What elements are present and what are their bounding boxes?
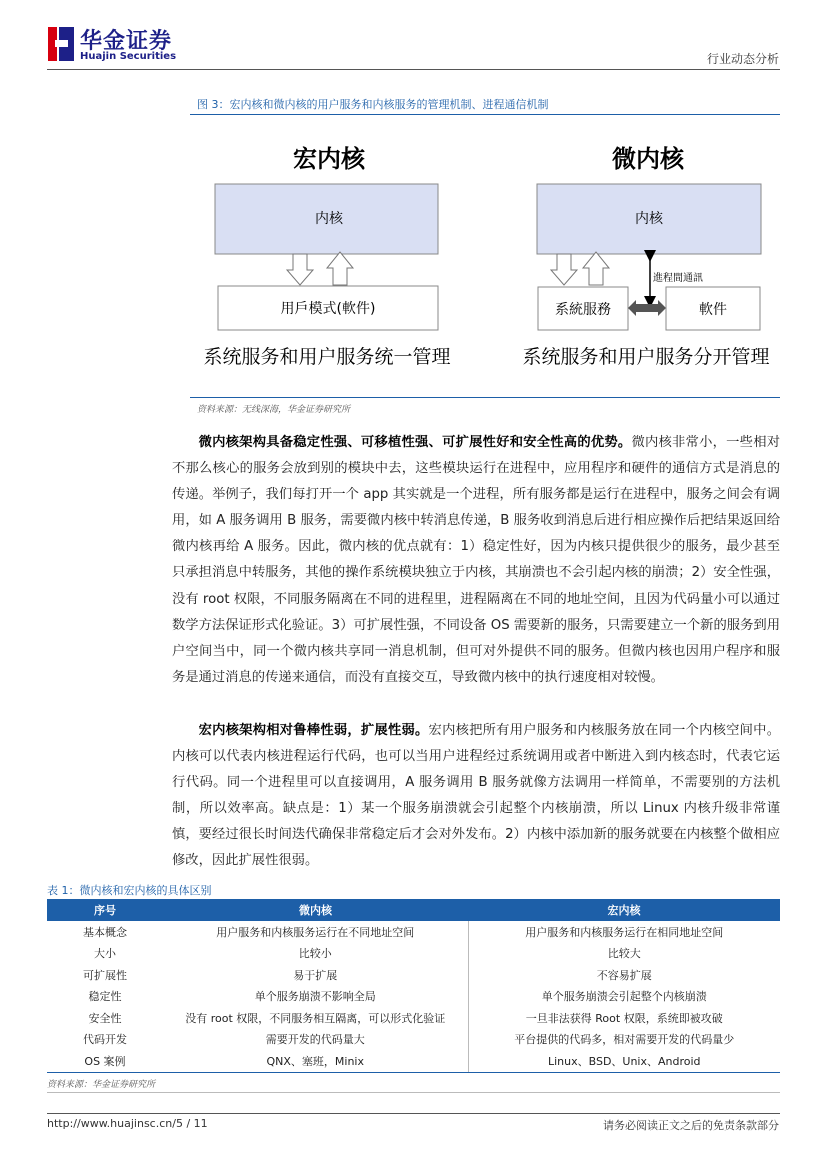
monolithic-cell: 平台提供的代码多，相对需要开发的代码量少	[468, 1029, 780, 1051]
logo-chinese-name: 华金证券	[80, 29, 173, 54]
figure-top-rule	[190, 114, 780, 115]
left-bottom-caption: 系统服务和用户服务统一管理	[203, 346, 451, 368]
right-title: 微内核	[612, 145, 684, 173]
logo-english-name: Huajin Securities	[80, 51, 177, 62]
service-software-arrow	[628, 300, 666, 316]
row-label: OS 案例	[47, 1050, 163, 1072]
monolithic-cell: Linux、BSD、Unix、Android	[468, 1050, 780, 1072]
right-kernel-label: 内核	[635, 211, 663, 227]
microkernel-cell: 单个服务崩溃不影响全局	[254, 990, 376, 1004]
monolithic-cell: 用户服务和内核服务运行在相同地址空间	[468, 921, 780, 943]
microkernel-cell: QNX、塞班，Minix	[163, 1050, 468, 1072]
ipc-label: 進程間通訊	[653, 273, 703, 284]
figure-caption: 图 3：宏内核和微内核的用户服务和内核服务的管理机制、进程通信机制	[197, 98, 549, 111]
software-label: 軟件	[699, 302, 727, 318]
table-title: 表 1：微内核和宏内核的具体区别	[47, 884, 212, 897]
figure-bottom-rule	[190, 397, 780, 398]
footer-divider	[47, 1113, 780, 1114]
right-down-arrow	[551, 254, 577, 285]
right-up-arrow	[583, 252, 609, 285]
microkernel-cell: 需要开发的代码量大	[265, 1033, 365, 1047]
row-label: 稳定性	[88, 990, 122, 1004]
table-header-row	[47, 899, 780, 921]
header-divider	[47, 69, 780, 70]
table-row	[47, 1050, 780, 1072]
system-service-label: 系統服務	[555, 302, 611, 318]
monolithic-cell: 一旦非法获得 Root 权限，系统即被攻破	[468, 1007, 780, 1029]
row-label: 可扩展性	[83, 968, 127, 982]
paragraph-monolithic-body: 宏内核把所有用户服务和内核服务放在同一个内核空间中。内核可以代表内核进程运行代码，也可以当用户进程经过系统调用或者中断进入到内核态时，代表它运行代码。同一个进程里可以直接调用，A 服务调用 B 服务就像方法调用一样简单，不需要别的方法机制，所以效率高。缺点是：1）某一个服务崩溃就会引起整个内核崩溃，所以 Linux 内核升级非常谨慎，要经过很长时间迭代确保非常稳定后才会对外发布。2）内核中添加新的服务就要在内核整个做相应修改，因此扩展性很弱。	[172, 723, 781, 869]
microkernel-cell: 用户服务和内核服务运行在不同地址空间	[216, 925, 415, 939]
footer-url-link[interactable]: http://www.huajinsc.cn/5 / 11	[47, 1117, 208, 1130]
table-row	[47, 943, 780, 965]
monolithic-cell: 比较大	[468, 943, 780, 965]
left-kernel-label: 内核	[315, 211, 343, 227]
row-label: 基本概念	[83, 925, 127, 939]
document-type: 行业动态分析	[706, 52, 779, 66]
left-up-arrow	[327, 252, 353, 285]
comparison-table	[47, 899, 780, 1073]
table-row	[47, 1007, 780, 1029]
table-row	[47, 1029, 780, 1051]
table-row	[47, 986, 780, 1008]
paragraph-monolithic-lead: 宏内核架构相对鲁棒性弱，扩展性弱。	[198, 723, 429, 738]
row-label: 大小	[94, 947, 116, 961]
paragraph-monolithic	[172, 718, 780, 875]
left-user-mode-label: 用戶模式(軟件)	[280, 301, 376, 317]
huajin-logo-icon	[48, 27, 74, 61]
right-bottom-caption: 系统服务和用户服务分开管理	[522, 346, 770, 368]
paragraph-microkernel	[172, 430, 780, 691]
microkernel-cell: 易于扩展	[293, 968, 338, 982]
header-monolithic: 宏内核	[468, 899, 780, 921]
figure-source: 资料来源：无线深海，华金证券研究所	[197, 405, 351, 415]
kernel-diagram	[190, 118, 780, 393]
microkernel-cell: 没有 root 权限，不同服务相互隔离，可以形式化验证	[185, 1011, 446, 1025]
table-row	[47, 964, 780, 986]
paragraph-microkernel-lead: 微内核架构具备稳定性强、可移植性强、可扩展性好和安全性高的优势。	[198, 435, 632, 450]
header-index: 序号	[47, 899, 163, 921]
table-row	[47, 921, 780, 943]
table-source: 资料来源：华金证券研究所	[47, 1080, 156, 1090]
table-source-rule	[47, 1092, 780, 1093]
microkernel-cell: 比较小	[298, 947, 332, 961]
header-microkernel: 微内核	[163, 899, 468, 921]
monolithic-cell: 不容易扩展	[468, 964, 780, 986]
paragraph-microkernel-body: 微内核非常小，一些相对不那么核心的服务会放到别的模块中去，这些模块运行在进程中，应用程序和硬件的通信方式是消息的传递。举例子，我们每打开一个 app 其实就是一个进程，所有服务都是运行在进程中，服务之间会有调用，如 A 服务调用 B 服务，需要微内核中转消息传递，B 服务收到消息后进行相应操作后把结果返回给微内核再给 A 服务。因此，微内核的优点就有：1）稳定性好，因为内核只提供很少的服务，最少甚至只承担消息中转服务，其他的操作系统模块独立于内核，其崩溃也不会引起内核的崩溃；2）安全性强，没有 root 权限，不同服务隔离在不同的进程里，进程隔离在不同的地址空间，且因为代码量小可以通过数学方法保证形式化验证。3）可扩展性强，不同设备 OS 需要新的服务，只需要建立一个新的服务到用户空间当中，同一个微内核共享同一消息机制，但可对外提供不同的服务。但微内核也因用户程序和服务是通过消息的传递来通信，而没有直接交互，导致微内核中的执行速度相对较慢。	[172, 435, 781, 685]
left-title: 宏内核	[293, 145, 365, 173]
row-label: 安全性	[88, 1011, 122, 1025]
footer-disclaimer: 请务必阅读正文之后的免责条款部分	[603, 1119, 779, 1132]
monolithic-cell: 单个服务崩溃会引起整个内核崩溃	[468, 986, 780, 1008]
left-down-arrow	[287, 254, 313, 285]
row-label: 代码开发	[83, 1033, 127, 1047]
